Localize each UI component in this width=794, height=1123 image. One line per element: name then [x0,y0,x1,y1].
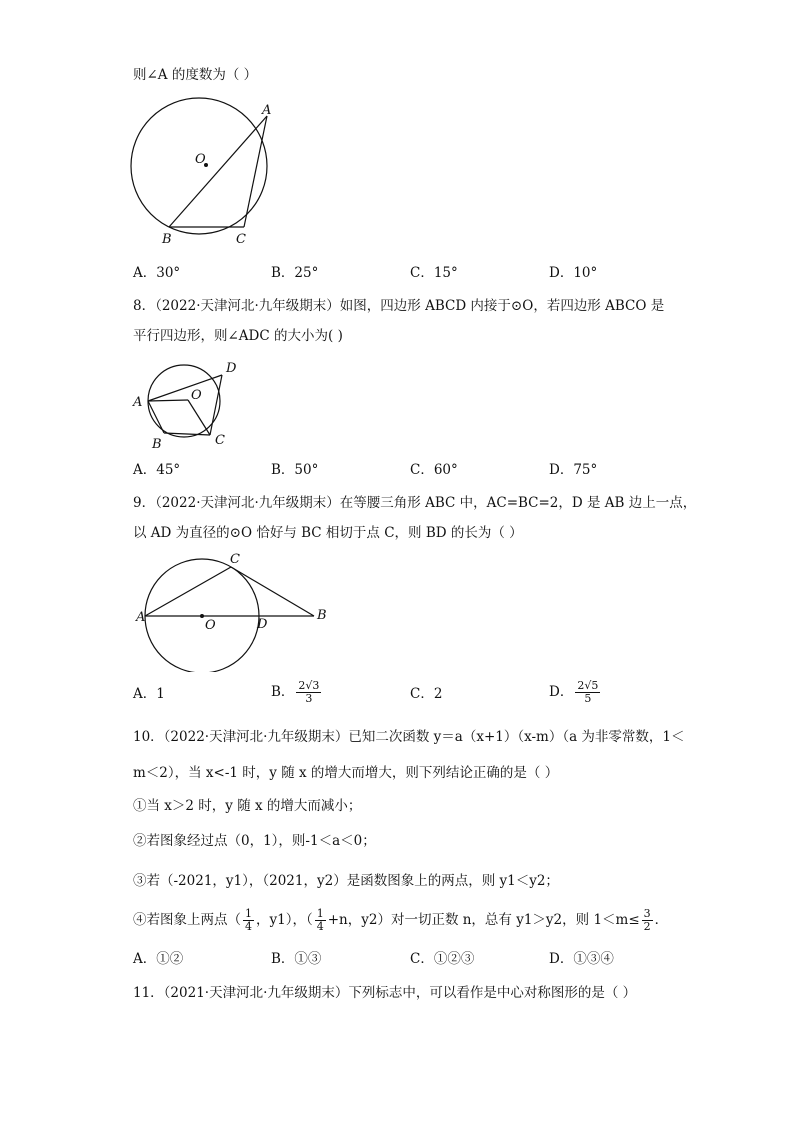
q9-option-d [549,680,602,705]
q8-figure [130,355,250,455]
q10-statement-1: ①当 x＞2 时，y 随 x 的增大而减小； [133,798,362,814]
q10-option-b: B．①③ [271,951,322,967]
q10-line-2: m＜2），当 x<-1 时，y 随 x 的增大而增大，则下列结论正确的是（ ） [133,765,559,781]
q7-stem-tail: 则∠A 的度数为（ ） [133,67,258,83]
q8-label-c: C [215,433,225,448]
q7-option-d: D．10° [549,265,598,281]
q10-s4-part-d: ． [654,912,669,928]
q10-s4-part-c: +n，y2）对一切正数 n，总有 y1＞y2，则 1＜m≤ [327,912,640,928]
q10-s4-f1-denominator: 4 [245,920,252,933]
q9-option-a: A．1 [133,686,165,702]
q9-option-d-numerator: 2√5 [577,679,599,692]
q8-option-b: B．50° [271,462,319,478]
q10-option-d: D．①③④ [549,951,614,967]
q10-line-1: 10．（2022·天津河北·九年级期末）已知二次函数 y＝a（x+1）（x-m）（a 为非零常数，1＜ [133,729,685,745]
q10-s4-f1-numerator: 1 [245,907,252,920]
q8-option-c: C．60° [410,462,458,478]
q10-option-a: A．①② [133,951,184,967]
q9-line-2: 以 AD 为直径的⊙O 恰好与 BC 相切于点 C，则 BD 的长为（ ） [133,525,523,541]
q11-line-1: 11．（2021·天津河北·九年级期末）下列标志中，可以看作是中心对称图形的是（ ） [133,985,637,1001]
q7-label-c: C [236,232,246,247]
q9-option-d-prefix: D． [549,684,574,700]
q9-option-b-prefix: B． [271,684,295,700]
q9-label-b: B [317,608,327,623]
q7-option-c: C．15° [410,265,458,281]
q9-label-d: D [257,617,268,632]
q10-s4-part-a: ④若图象上两点（ [133,912,241,928]
q10-statement-3: ③若（-2021，y1），（2021，y2）是函数图象上的两点，则 y1＜y2； [133,873,559,889]
q9-option-b-denominator: 3 [305,692,313,705]
q10-s4-fraction-2 [315,908,326,933]
q8-line-2: 平行四边形，则∠ADC 的大小为( ) [133,328,343,344]
q9-option-b-fraction [296,680,321,705]
q10-option-c: C．①②③ [410,951,475,967]
q9-label-o: O [205,618,216,633]
q8-label-b: B [152,437,162,452]
q7-figure [128,96,288,252]
q7-label-o: O [195,152,206,167]
q9-label-c: C [230,552,240,567]
q8-label-a: A [133,395,143,410]
q7-option-a: A．30° [133,265,181,281]
q10-s4-fraction-1 [243,908,254,933]
q8-option-a: A．45° [133,462,181,478]
q9-figure [132,548,332,672]
q10-s4-part-b: ，y1），（ [256,912,313,928]
q7-label-b: B [162,232,172,247]
q10-statement-2: ②若图象经过点（0，1），则-1＜a＜0； [133,833,376,849]
q9-label-a: A [136,610,146,625]
q10-s4-f2-numerator: 1 [316,907,324,920]
q8-option-d: D．75° [549,462,598,478]
q9-option-d-denominator: 5 [584,692,592,705]
q9-option-c: C．2 [410,686,443,702]
q9-option-d-fraction [575,680,600,705]
q8-label-o: O [191,388,202,403]
q9-line-1: 9．（2022·天津河北·九年级期末）在等腰三角形 ABC 中，AC=BC=2，D 是 AB 边上一点， [133,495,697,511]
q8-label-d: D [226,361,237,376]
q10-statement-4 [133,908,668,933]
q10-s4-f3-numerator: 3 [643,907,651,920]
q10-s4-f3-denominator: 2 [643,920,651,933]
q8-line-1: 8．（2022·天津河北·九年级期末）如图，四边形 ABCD 内接于⊙O，若四边形 ABCO 是 [133,298,665,314]
q10-s4-f2-denominator: 4 [316,920,324,933]
q7-label-a: A [262,103,272,118]
q7-option-b: B．25° [271,265,319,281]
q9-option-b-numerator: 2√3 [298,679,320,692]
q9-option-b [271,680,323,705]
q10-s4-fraction-3 [642,908,653,933]
